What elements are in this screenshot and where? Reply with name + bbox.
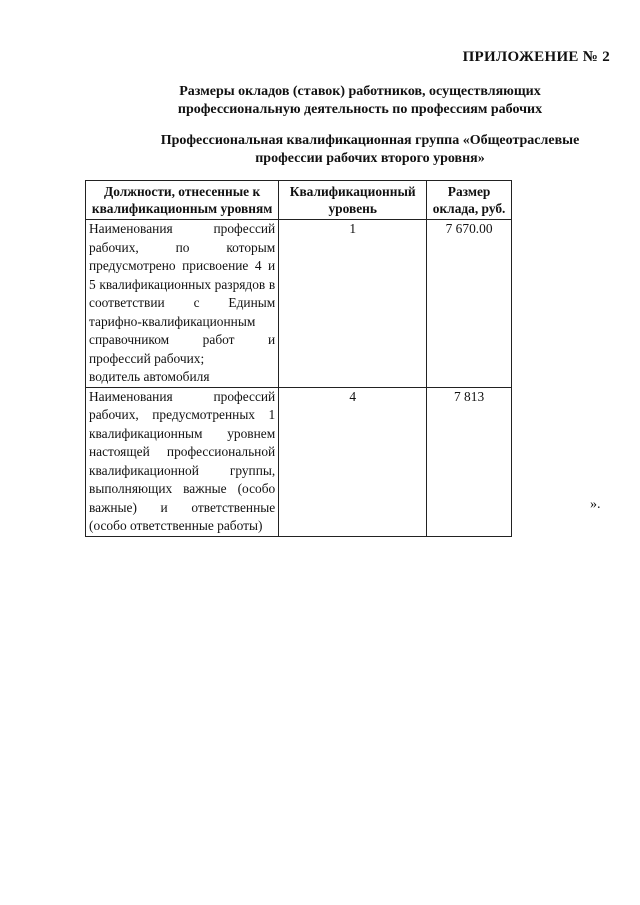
qualification-level: 4	[279, 387, 427, 536]
qualification-group-title	[140, 132, 600, 168]
column-header-level: Квалификационный уровень	[279, 181, 427, 220]
salary-table	[85, 180, 512, 537]
subtitle-line-1: Профессиональная квалификационная группа «Общеотраслевые	[160, 133, 580, 148]
column-header-salary: Размер оклада, руб.	[427, 181, 512, 220]
table-row	[86, 387, 512, 536]
title-line-1: Размеры окладов (ставок) работников, осуществляющих	[179, 84, 541, 99]
position-description: Наименования профессий рабочих, по которым предусмотрено присвоение 4 и 5 квалификационных разрядов в соответствии с Единым тарифно-квалификационным справочником работ и профессий рабочих; водитель автомобиля	[86, 220, 279, 388]
title-line-2: профессиональную деятельность по профессиям рабочих	[177, 102, 543, 117]
subtitle-line-2: профессии рабочих второго уровня»	[255, 151, 485, 166]
qualification-level: 1	[279, 220, 427, 388]
table-header-row	[86, 181, 512, 220]
table-row	[86, 220, 512, 388]
position-description: Наименования профессий рабочих, предусмотренных 1 квалификационным уровнем настоящей профессиональной квалификационной группы, выполняющих важные (особо важные) и ответственные (особо ответственные работы)	[86, 387, 279, 536]
closing-quote-mark: ».	[590, 497, 601, 512]
appendix-label: ПРИЛОЖЕНИЕ № 2	[462, 49, 610, 65]
salary-amount: 7 670.00	[427, 220, 512, 388]
salary-amount: 7 813	[427, 387, 512, 536]
column-header-positions: Должности, отнесенные к квалификационным уровням	[86, 181, 279, 220]
document-title	[120, 83, 600, 119]
